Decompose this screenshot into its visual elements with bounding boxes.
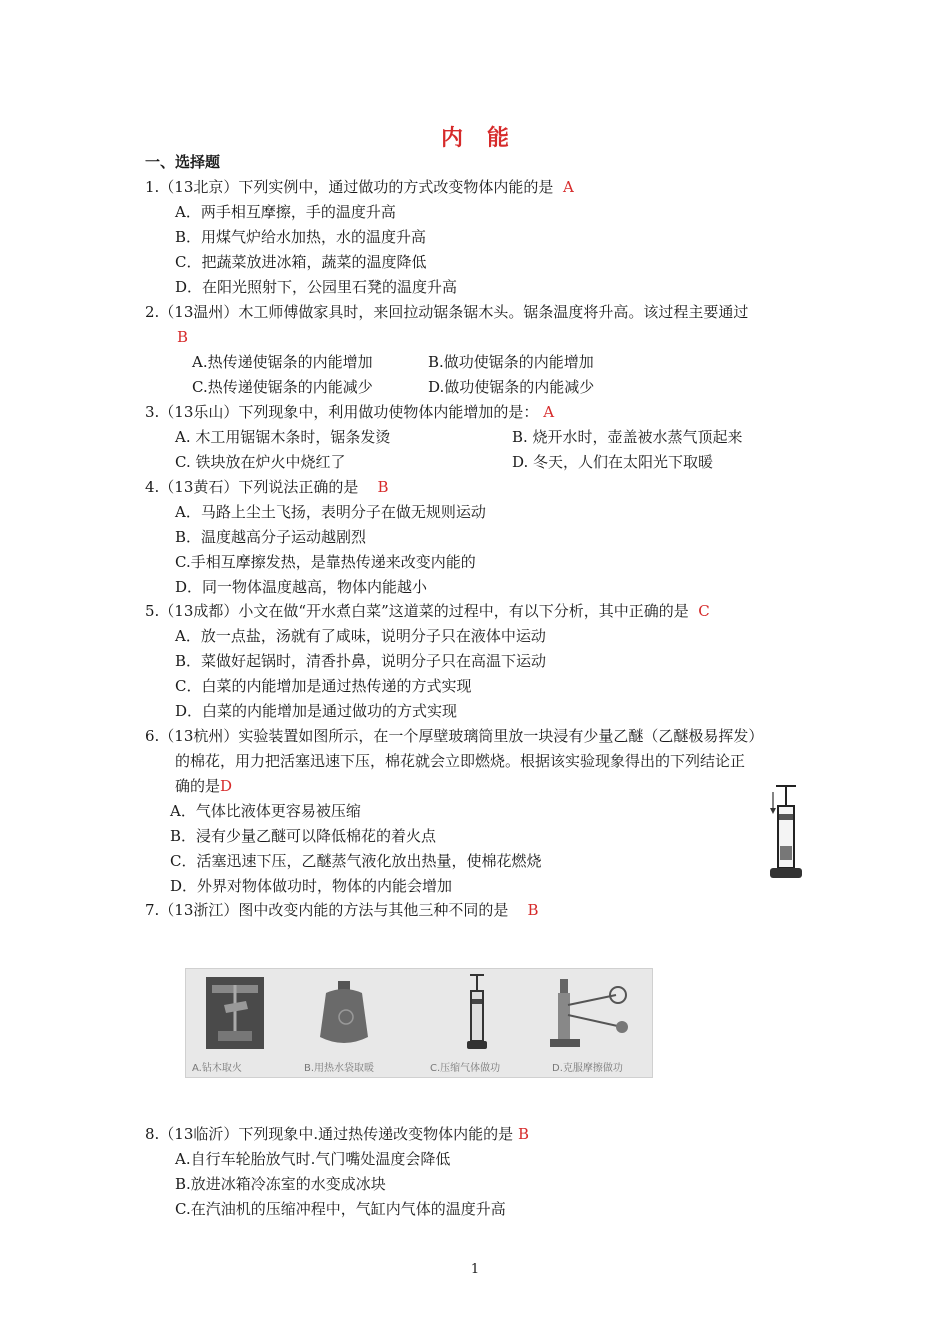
q7-caption-b: B.用热水袋取暖 <box>304 1063 375 1074</box>
q1-option-d: D．在阳光照射下，公园里石凳的温度升高 <box>175 278 458 296</box>
drill-wood-fire-figure <box>204 975 266 1051</box>
q8-option-c: C.在汽油机的压缩冲程中，气缸内气体的温度升高 <box>175 1200 506 1218</box>
page-number: 1 <box>470 1262 480 1277</box>
q3-option-b: B. 烧开水时，壶盖被水蒸气顶起来 <box>512 428 743 446</box>
q5-option-a: A．放一点盐，汤就有了咸味，说明分子只在液体中运动 <box>175 627 546 645</box>
q6-stem-line-3: 确的是D <box>175 777 233 795</box>
q7-figure-strip <box>185 968 653 1078</box>
q5-stem: 5.（13成都）小文在做“开水煮白菜”这道菜的过程中，有以下分析，其中正确的是 C <box>145 602 710 620</box>
q1-stem: 1.（13北京）下列实例中，通过做功的方式改变物体内能的是 A <box>145 178 574 196</box>
q3-stem: 3.（13乐山）下列现象中，利用做功使物体内能增加的是： A <box>145 403 555 421</box>
friction-work-figure <box>546 975 632 1051</box>
q5-answer: C <box>698 602 710 620</box>
q4-option-b: B．温度越高分子运动越剧烈 <box>175 528 367 546</box>
hot-water-bag-figure <box>316 979 372 1049</box>
q8-option-b: B.放进冰箱冷冻室的水变成冰块 <box>175 1175 386 1193</box>
q7-stem: 7.（13浙江）图中改变内能的方法与其他三种不同的是 B <box>145 901 539 919</box>
q1-option-a: A．两手相互摩擦，手的温度升高 <box>175 203 396 221</box>
q3-option-d: D. 冬天，人们在太阳光下取暖 <box>512 453 714 471</box>
q3-answer: A <box>543 403 555 421</box>
q5-option-b: B．菜做好起锅时，清香扑鼻，说明分子只在高温下运动 <box>175 652 547 670</box>
q6-option-c: C．活塞迅速下压，乙醚蒸气液化放出热量，使棉花燃烧 <box>170 852 542 870</box>
q4-stem: 4.（13黄石）下列说法正确的是 B <box>145 478 389 496</box>
section-heading: 一、选择题 <box>145 153 221 171</box>
q5-option-d: D．白菜的内能增加是通过做功的方式实现 <box>175 702 458 720</box>
q6-answer: D <box>220 777 233 795</box>
q8-option-a: A.自行车轮胎放气时.气门嘴处温度会降低 <box>175 1150 451 1168</box>
q2-stem: 2.（13温州）木工师傅做家具时，来回拉动锯条锯木头。锯条温度将升高。该过程主要通过 <box>145 303 749 321</box>
title-char-1: 内 <box>440 125 463 151</box>
q6-option-b: B．浸有少量乙醚可以降低棉花的着火点 <box>170 827 437 845</box>
q4-answer: B <box>377 478 389 496</box>
q7-answer: B <box>527 901 539 919</box>
q6-option-d: D．外界对物体做功时，物体的内能会增加 <box>170 877 453 895</box>
q3-option-a: A. 木工用锯锯木条时，锯条发烫 <box>175 428 391 446</box>
q2-option-d: D.做功使锯条的内能减少 <box>428 378 595 396</box>
q2-option-b: B.做功使锯条的内能增加 <box>428 353 594 371</box>
q1-option-b: B．用煤气炉给水加热，水的温度升高 <box>175 228 427 246</box>
page-title <box>0 124 950 152</box>
title-char-2: 能 <box>487 125 510 151</box>
q6-stem-line-1: 6.（13杭州）实验装置如图所示，在一个厚壁玻璃筒里放一块浸有少量乙醚（乙醚极易挥发） <box>145 727 764 745</box>
q8-stem: 8.（13临沂）下列现象中.通过热传递改变物体内能的是 B <box>145 1125 529 1143</box>
q5-option-c: C．白菜的内能增加是通过热传递的方式实现 <box>175 677 472 695</box>
q4-option-d: D．同一物体温度越高，物体内能越小 <box>175 578 428 596</box>
q6-option-a: A．气体比液体更容易被压缩 <box>170 802 361 820</box>
q7-caption-a: A.钻木取火 <box>192 1063 242 1074</box>
q4-option-a: A．马路上尘土飞扬，表明分子在做无规则运动 <box>175 503 486 521</box>
compress-gas-figure <box>462 971 492 1053</box>
q2-option-c: C.热传递使锯条的内能减少 <box>192 378 373 396</box>
q1-option-c: C．把蔬菜放进冰箱，蔬菜的温度降低 <box>175 253 427 271</box>
q7-caption-d: D.克服摩擦做功 <box>552 1063 623 1074</box>
q2-option-a: A.热传递使锯条的内能增加 <box>192 353 373 371</box>
q2-answer: B <box>177 328 189 346</box>
piston-apparatus-figure <box>762 776 810 884</box>
q7-caption-c: C.压缩气体做功 <box>430 1063 501 1074</box>
q4-option-c: C.手相互摩擦发热，是靠热传递来改变内能的 <box>175 553 476 571</box>
q8-answer: B <box>517 1125 529 1143</box>
q1-answer: A <box>562 178 574 196</box>
q6-stem-line-2: 的棉花，用力把活塞迅速下压，棉花就会立即燃烧。根据该实验现象得出的下列结论正 <box>175 752 746 770</box>
q3-option-c: C. 铁块放在炉火中烧红了 <box>175 453 346 471</box>
